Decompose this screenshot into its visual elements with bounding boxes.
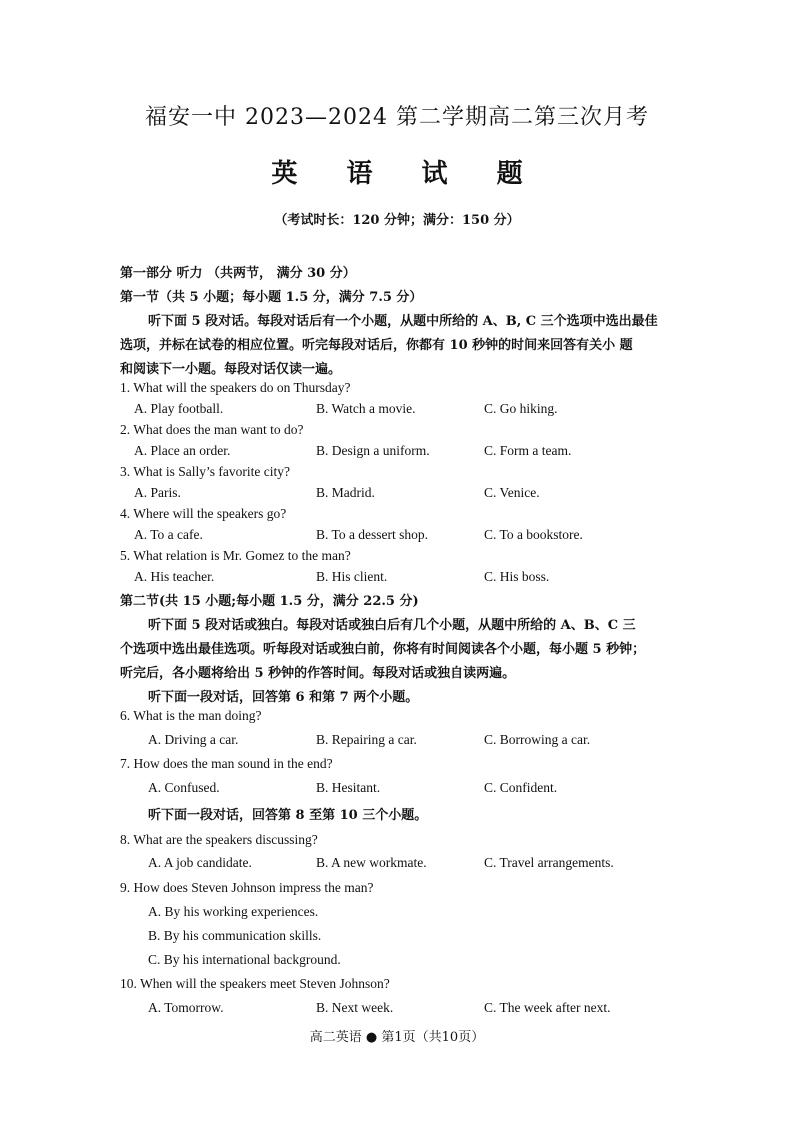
question-8-option-c: C. Travel arrangements. (484, 855, 614, 870)
dialog-intro-8-10: 听下面一段对话，回答第 8 至第 10 三个小题。 (148, 808, 428, 823)
question-3-option-c: C. Venice. (484, 485, 540, 500)
question-5-option-c: C. His boss. (484, 569, 550, 584)
question-7-option-b: B. Hesitant. (316, 780, 381, 795)
part1-title: 第一部分 听力 （共两节， 满分 30 分） (120, 266, 356, 281)
subject-title: 英 语 试 题 (271, 159, 543, 189)
question-1: 1. What will the speakers do on Thursday? (120, 380, 351, 395)
question-4: 4. Where will the speakers go? (120, 506, 287, 521)
question-7: 7. How does the man sound in the end? (120, 756, 333, 771)
section2-instruction-line2: 个选项中选出最佳选项。听每段对话或独白前，你将有时间阅读各个小题，每小题 5 秒钟； (120, 642, 646, 657)
question-9-option-c: C. By his international background. (148, 952, 341, 967)
question-8-option-b: B. A new workmate. (316, 855, 427, 870)
question-8: 8. What are the speakers discussing? (120, 832, 318, 847)
question-1-option-a: A. Play football. (134, 401, 224, 416)
section2-instruction-line3: 听完后，各小题将给出 5 秒钟的作答时间。每段对话或独自读两遍。 (120, 666, 516, 681)
question-10: 10. When will the speakers meet Steven Johnson? (120, 976, 390, 991)
question-2: 2. What does the man want to do? (120, 422, 304, 437)
question-6-option-b: B. Repairing a car. (316, 732, 417, 747)
question-8-option-a: A. A job candidate. (148, 855, 252, 870)
question-9: 9. How does Steven Johnson impress the man? (120, 880, 374, 895)
section1-instruction-line3: 和阅读下一小题。每段对话仅读一遍。 (120, 362, 342, 377)
question-4-option-c: C. To a bookstore. (484, 527, 583, 542)
section1-instruction-line1: 听下面 5 段对话。每段对话后有一个小题，从题中所给的 A、B, C 三个选项中选出最佳 (148, 314, 658, 329)
question-10-option-c: C. The week after next. (484, 1000, 611, 1015)
question-4-option-b: B. To a dessert shop. (316, 527, 429, 542)
question-3-option-b: B. Madrid. (316, 485, 375, 500)
question-3: 3. What is Sally’s favorite city? (120, 464, 290, 479)
question-10-option-a: A. Tomorrow. (148, 1000, 224, 1015)
question-2-option-b: B. Design a uniform. (316, 443, 430, 458)
question-3-option-a: A. Paris. (134, 485, 181, 500)
question-5: 5. What relation is Mr. Gomez to the man? (120, 548, 351, 563)
section1-instruction-line2: 选项，并标在试卷的相应位置。听完每段对话后，你都有 10 秒钟的时间来回答有关小 题 (120, 338, 633, 353)
question-4-option-a: A. To a cafe. (134, 527, 203, 542)
question-5-option-b: B. His client. (316, 569, 388, 584)
question-6-option-a: A. Driving a car. (148, 732, 239, 747)
section2-instruction-line1: 听下面 5 段对话或独白。每段对话或独白后有几个小题，从题中所给的 A、B、C 三 (148, 618, 636, 633)
school-title: 福安一中 2023—2024 第二学期高二第三次月考 (145, 105, 649, 130)
question-1-option-b: B. Watch a movie. (316, 401, 416, 416)
question-7-option-a: A. Confused. (148, 780, 220, 795)
question-2-option-c: C. Form a team. (484, 443, 572, 458)
page-footer: 高二英语 ● 第1页（共10页） (309, 1030, 485, 1045)
question-9-option-b: B. By his communication skills. (148, 928, 322, 943)
question-9-option-a: A. By his working experiences. (148, 904, 319, 919)
question-5-option-a: A. His teacher. (134, 569, 215, 584)
question-1-option-c: C. Go hiking. (484, 401, 558, 416)
question-7-option-c: C. Confident. (484, 780, 558, 795)
section2-title: 第二节(共 15 小题;每小题 1.5 分，满分 22.5 分) (120, 594, 419, 609)
question-2-option-a: A. Place an order. (134, 443, 231, 458)
dialog-intro-6-7: 听下面一段对话，回答第 6 和第 7 两个小题。 (148, 690, 419, 705)
question-6-option-c: C. Borrowing a car. (484, 732, 591, 747)
exam-info: （考试时长：120 分钟；满分：150 分） (274, 213, 520, 228)
question-6: 6. What is the man doing? (120, 708, 262, 723)
section1-title: 第一节（共 5 小题；每小题 1.5 分，满分 7.5 分） (120, 290, 423, 305)
question-10-option-b: B. Next week. (316, 1000, 394, 1015)
